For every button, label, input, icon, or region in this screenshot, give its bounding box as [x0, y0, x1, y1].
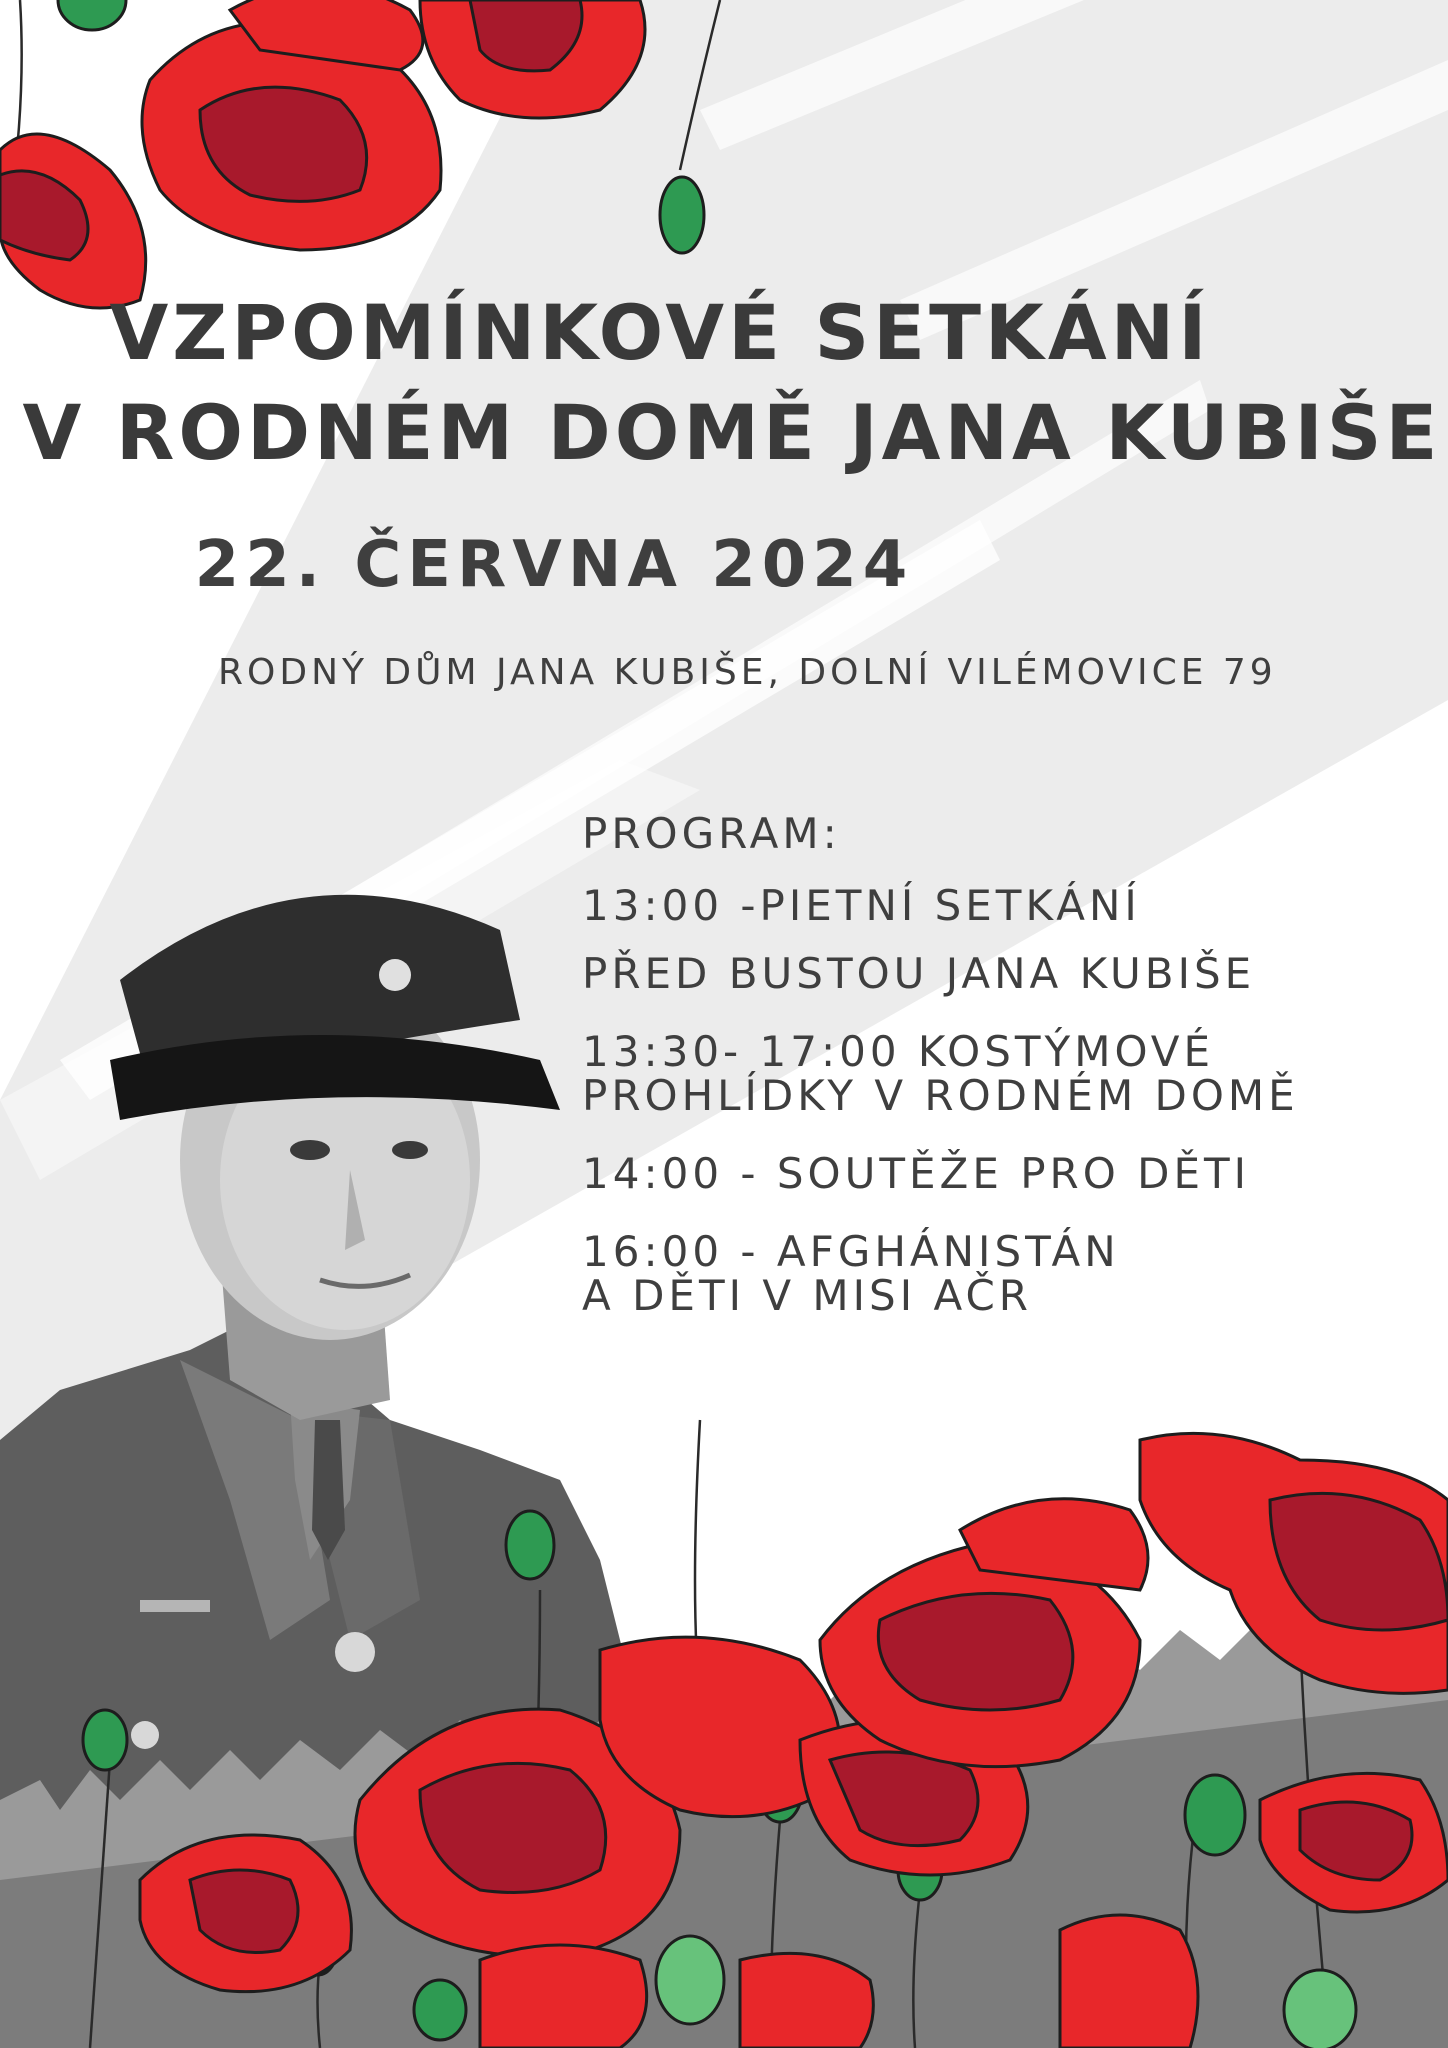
- program-item: [582, 872, 1402, 1008]
- program-item-line: 13:00 -PIETNÍ SETKÁNÍ: [582, 881, 1141, 930]
- program-item-line: 13:30- 17:00 KOSTÝMOVÉ: [582, 1027, 1215, 1076]
- event-title-line-2: V RODNÉM DOMĚ JANA KUBIŠE: [22, 388, 1442, 477]
- program-item: [582, 1149, 1402, 1198]
- program-item-line: 14:00 - SOUTĚŽE PRO DĚTI: [582, 1149, 1251, 1198]
- program-item: [582, 1227, 1402, 1320]
- program-schedule: [582, 809, 1402, 1352]
- program-heading: PROGRAM:: [582, 809, 841, 858]
- program-item-line: A DĚTI V MISI AČR: [582, 1271, 1032, 1320]
- event-title-line-1: VZPOMÍNKOVÉ SETKÁNÍ: [109, 288, 1211, 377]
- program-item-line: 16:00 - AFGHÁNISTÁN: [582, 1227, 1120, 1276]
- event-venue: RODNÝ DŮM JANA KUBIŠE, DOLNÍ VILÉMOVICE 79: [218, 652, 1277, 693]
- event-date: 22. ČERVNA 2024: [194, 528, 914, 602]
- program-item-line: PŘED BUSTOU JANA KUBIŠE: [582, 949, 1256, 998]
- program-item-line: PROHLÍDKY V RODNÉM DOMĚ: [582, 1071, 1299, 1120]
- program-item: [582, 1027, 1402, 1120]
